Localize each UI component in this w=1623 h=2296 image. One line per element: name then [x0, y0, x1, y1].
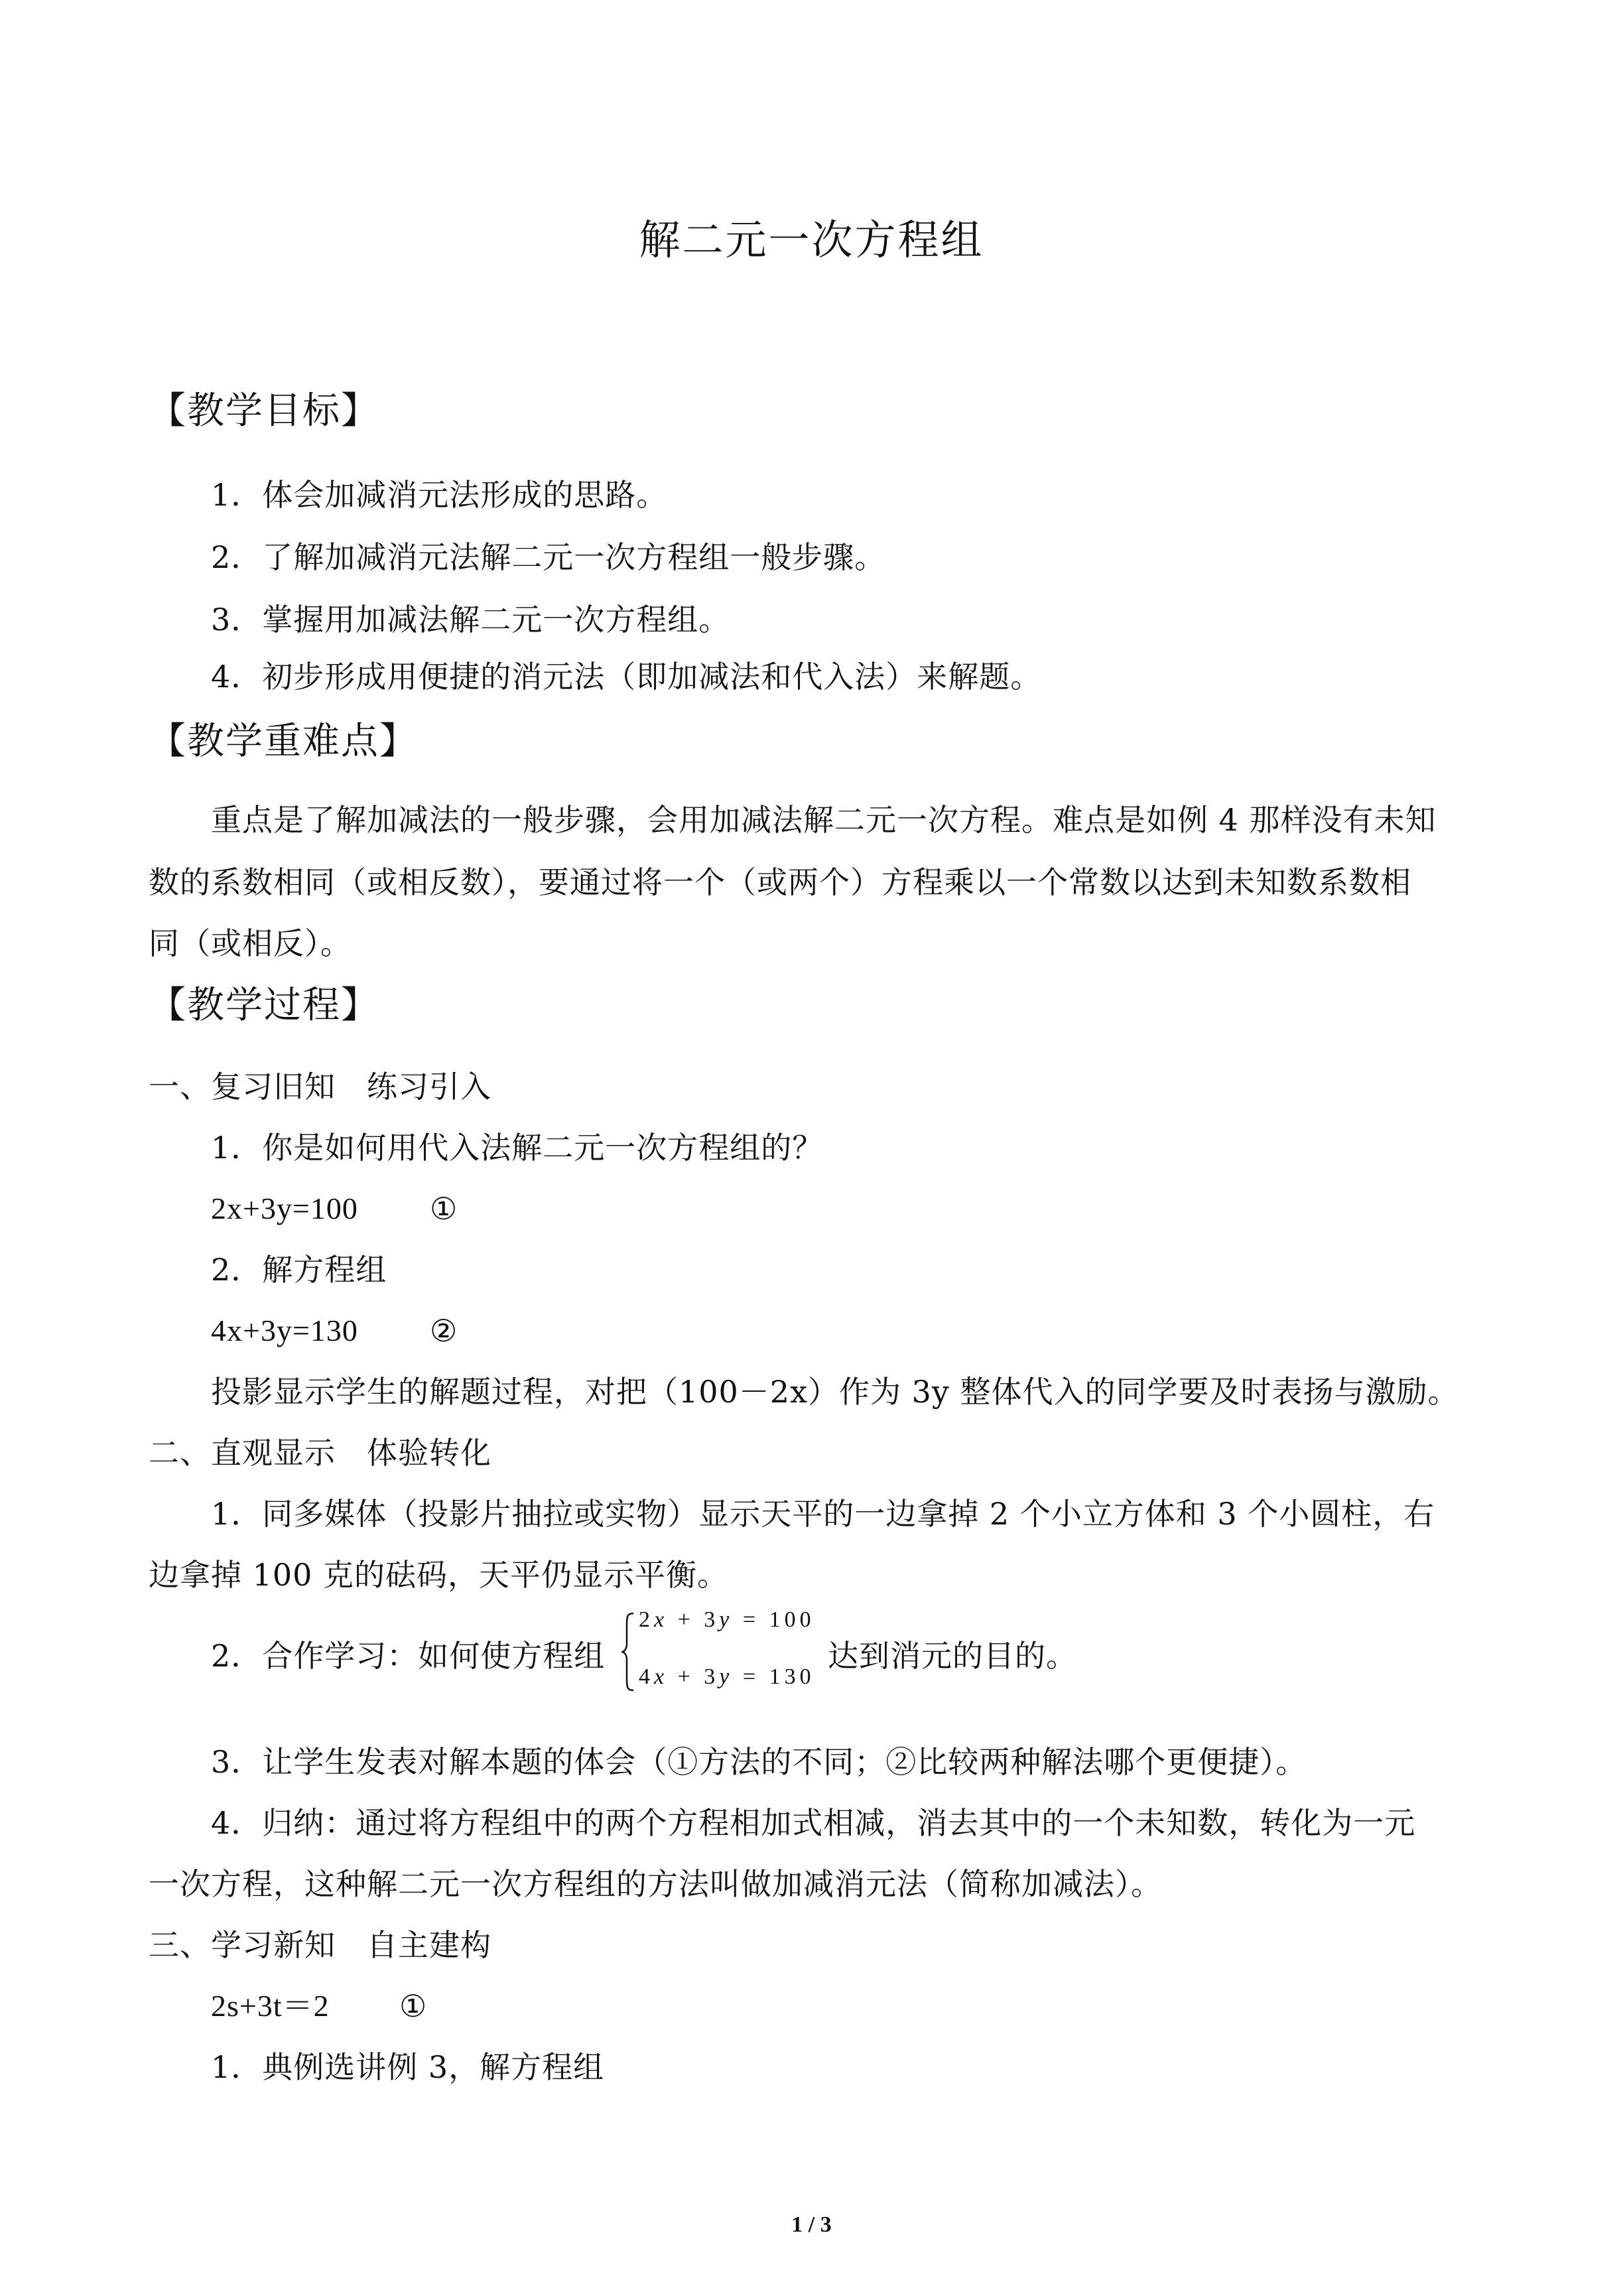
system-equation-2: 4x + 3y = 130: [639, 1664, 815, 1689]
key-points-line-3: 同（或相反）。: [149, 925, 352, 961]
part1-note: 投影显示学生的解题过程，对把（100－2x）作为 3y 整体代入的同学要及时表扬与激励。: [211, 1374, 1459, 1410]
part2-paragraph-2-prefix: 2．合作学习：如何使方程组: [211, 1638, 606, 1674]
part2-title: 二、直观显示 体验转化: [149, 1435, 491, 1471]
objectives-heading: 【教学目标】: [149, 389, 379, 433]
part1-title: 一、复习旧知 练习引入: [149, 1069, 491, 1105]
part1-question-1: 1．你是如何用代入法解二元一次方程组的？: [211, 1130, 824, 1166]
key-points-heading: 【教学重难点】: [149, 720, 418, 763]
part2-paragraph-1-line-2: 边拿掉 100 克的砝码，天平仍显示平衡。: [149, 1557, 729, 1593]
part2-paragraph-4-line-1: 4．归纳：通过将方程组中的两个方程相加式相减，消去其中的一个未知数，转化为一元: [211, 1805, 1416, 1841]
key-points-line-1: 重点是了解加减法的一般步骤，会用加减法解二元一次方程。难点是如例 4 那样没有未知: [211, 802, 1437, 838]
page-number: 1 / 3: [791, 2212, 832, 2237]
objective-item-2: 2．了解加减消元法解二元一次方程组一般步骤。: [211, 539, 886, 575]
part2-paragraph-1-line-1: 1．同多媒体（投影片抽拉或实物）显示天平的一边拿掉 2 个小立方体和 3 个小圆柱，右: [211, 1496, 1435, 1532]
part3-equation-mark: ①: [399, 1988, 428, 2024]
left-brace-icon: [620, 1612, 636, 1692]
objective-item-1: 1．体会加减消元法形成的思路。: [211, 477, 668, 513]
part3-equation: 2s+3t＝2: [211, 1989, 330, 2023]
part2-paragraph-3: 3．让学生发表对解本题的体会（①方法的不同；②比较两种解法哪个更便捷）。: [211, 1744, 1307, 1780]
part1-equation-2-mark: ②: [430, 1313, 458, 1349]
part1-question-2: 2．解方程组: [211, 1252, 387, 1288]
process-heading: 【教学过程】: [149, 984, 379, 1027]
part2-paragraph-4-line-2: 一次方程，这种解二元一次方程组的方法叫做加减消元法（简称加减法）。: [149, 1866, 1162, 1902]
part1-equation-1-mark: ①: [430, 1191, 458, 1227]
part1-equation-2: 4x+3y=130: [211, 1314, 358, 1347]
system-equation-1: 2x + 3y = 100: [639, 1607, 815, 1632]
part3-title: 三、学习新知 自主建构: [149, 1927, 491, 1963]
part2-paragraph-2-suffix: 达到消元的目的。: [828, 1638, 1077, 1674]
part1-equation-1: 2x+3y=100: [211, 1191, 358, 1225]
part3-paragraph-1: 1．典例选讲例 3，解方程组: [211, 2049, 605, 2085]
objective-item-3: 3．掌握用加减法解二元一次方程组。: [211, 602, 730, 638]
document-title: 解二元一次方程组: [639, 216, 984, 264]
key-points-line-2: 数的系数相同（或相反数），要通过将一个（或两个）方程乘以一个常数以达到未知数系数相: [149, 864, 1411, 900]
equation-system: [620, 1607, 819, 1706]
objective-item-4: 4．初步形成用便捷的消元法（即加减法和代入法）来解题。: [211, 659, 1042, 695]
